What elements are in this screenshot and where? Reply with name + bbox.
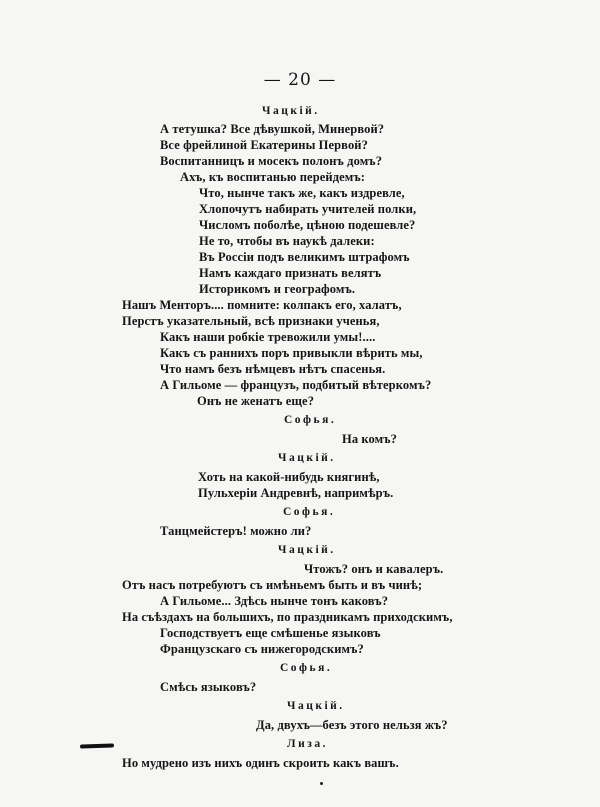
verse-line: Но мудрено изъ нихъ одинъ скроить какъ вашъ.: [122, 756, 399, 770]
verse-line: Ахъ, къ воспитанью перейдемъ:: [180, 170, 366, 184]
verse-line: Смѣсь языковъ?: [160, 680, 257, 694]
verse-line: А тетушка? Все дѣвушкой, Минервой?: [160, 122, 385, 136]
verse-line: А Гильоме... Здѣсь нынче тонъ каковъ?: [160, 594, 389, 608]
verse-line: Нашъ Менторъ.... помните: колпакъ его, халатъ,: [122, 298, 402, 312]
speaker-name: Чацкій.: [278, 544, 336, 556]
page-number: — 20 —: [263, 70, 337, 90]
ink-speck: [320, 782, 323, 785]
verse-line: Воспитанницъ и мосекъ полонъ домъ?: [160, 154, 383, 168]
verse-line: На съѣздахъ на большихъ, по праздникамъ приходскимъ,: [122, 610, 453, 624]
verse-line: Числомъ поболѣе, цѣною подешевле?: [199, 218, 416, 232]
ink-mark: [80, 743, 114, 748]
verse-line: Отъ насъ потребуютъ съ имѣньемъ быть и въ чинѣ;: [122, 578, 423, 592]
verse-line: Да, двухъ—безъ этого нельзя жъ?: [256, 718, 448, 732]
verse-line: Перстъ указательный, всѣ признаки ученья,: [122, 314, 380, 328]
verse-line: Не то, чтобы въ наукѣ далеки:: [199, 234, 375, 248]
verse-line: Хлопочутъ набирать учителей полки,: [199, 202, 417, 216]
verse-line: Танцмейстеръ! можно ли?: [160, 524, 312, 538]
verse-line: Историкомъ и географомъ.: [199, 282, 356, 296]
verse-line: Намъ каждаго признать велятъ: [199, 266, 382, 280]
speaker-name: Чацкій.: [278, 452, 336, 464]
speaker-name: Чацкій.: [287, 700, 345, 712]
verse-line: Какъ съ раннихъ поръ привыкли вѣрить мы,: [160, 346, 423, 360]
speaker-name: Софья.: [283, 506, 336, 518]
verse-line: Что, нынче такъ же, какъ издревле,: [199, 186, 405, 200]
verse-line: На комъ?: [342, 432, 397, 446]
verse-line: Онъ не женатъ еще?: [197, 394, 315, 408]
speaker-name: Софья.: [284, 414, 337, 426]
verse-line: Что намъ безъ нѣмцевъ нѣтъ спасенья.: [160, 362, 386, 376]
verse-line: Пульхеріи Андревнѣ, напримѣръ.: [198, 486, 394, 500]
verse-line: Французскаго съ нижегородскимъ?: [160, 642, 364, 656]
speaker-name: Софья.: [280, 662, 333, 674]
verse-line: Все фрейлиной Екатерины Первой?: [160, 138, 368, 152]
verse-line: Какъ наши робкіе тревожили умы!....: [160, 330, 376, 344]
verse-line: Чтожъ? онъ и кавалеръ.: [304, 562, 444, 576]
verse-line: Въ Россіи подъ великимъ штрафомъ: [199, 250, 410, 264]
verse-line: А Гильоме — французъ, подбитый вѣтеркомъ?: [160, 378, 432, 392]
speaker-name: Лиза.: [287, 738, 328, 750]
speaker-name: Чацкій.: [262, 105, 320, 117]
verse-line: Хоть на какой-нибудь княгинѣ,: [198, 470, 380, 484]
verse-line: Господствуетъ еще смѣшенье языковъ: [160, 626, 381, 640]
